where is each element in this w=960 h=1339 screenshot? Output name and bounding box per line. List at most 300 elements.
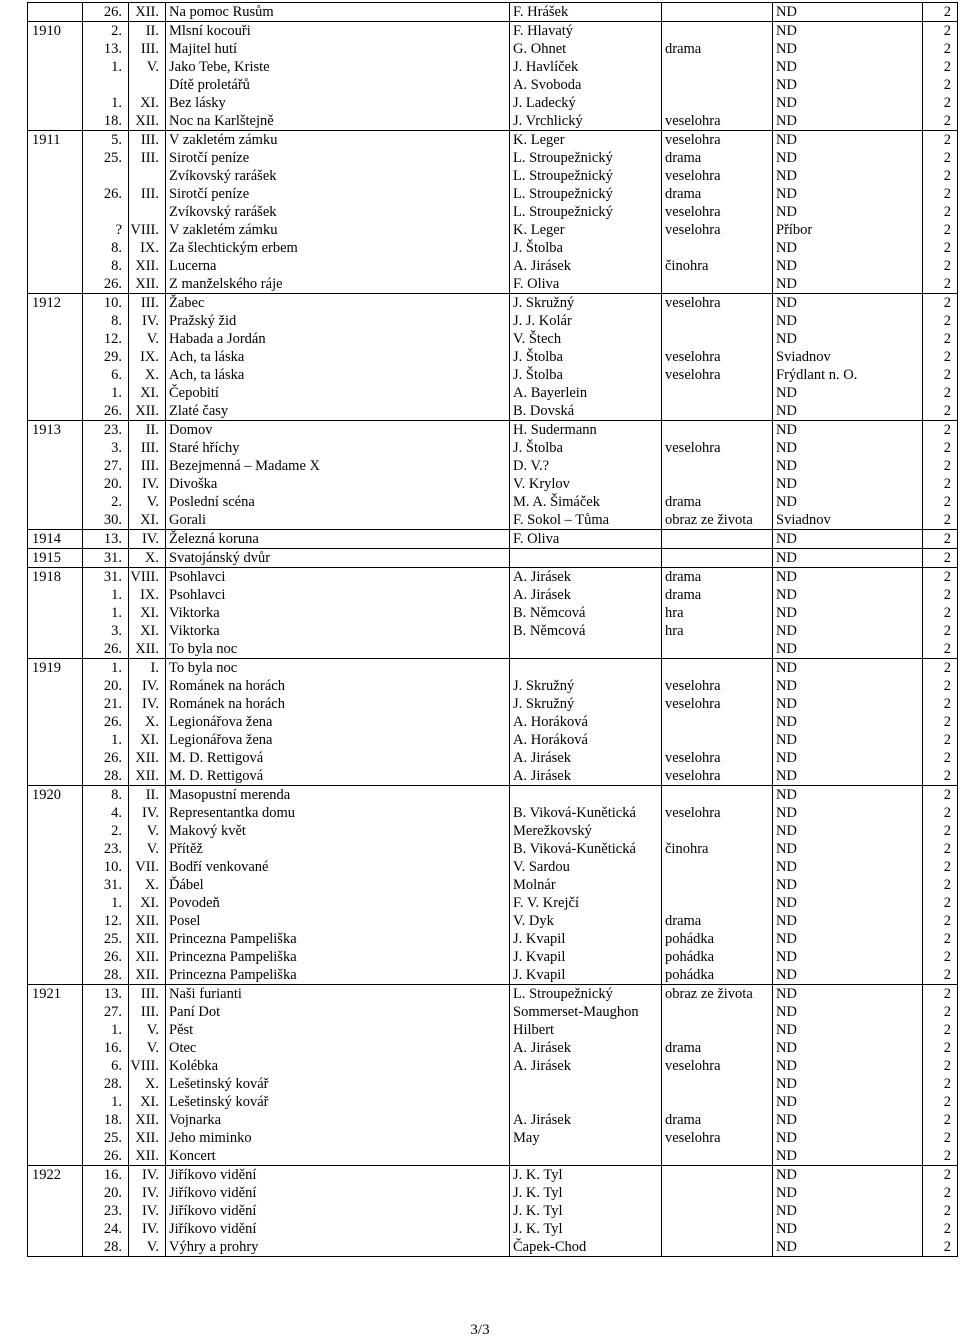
genre-cell: drama — [662, 149, 773, 167]
year-cell — [28, 1184, 83, 1202]
place-cell: ND — [773, 1021, 923, 1039]
genre-cell: veselohra — [662, 695, 773, 713]
author-cell: J. Ladecký — [510, 94, 662, 112]
genre-cell: drama — [662, 185, 773, 203]
table-row — [28, 930, 958, 948]
table-row — [28, 876, 958, 894]
place-cell: ND — [773, 713, 923, 731]
title-cell: Přítěž — [166, 840, 510, 858]
author-cell: F. Hrášek — [510, 3, 662, 22]
count-cell: 2 — [923, 840, 958, 858]
month-cell: IX. — [129, 348, 166, 366]
month-cell: II. — [129, 421, 166, 440]
year-cell — [28, 1220, 83, 1238]
genre-cell — [662, 384, 773, 402]
month-cell: V. — [129, 840, 166, 858]
day-cell: 31. — [83, 876, 129, 894]
genre-cell: drama — [662, 40, 773, 58]
year-cell — [28, 804, 83, 822]
day-cell: 10. — [83, 858, 129, 876]
title-cell: Bodří venkované — [166, 858, 510, 876]
author-cell: B. Viková-Kunětická — [510, 840, 662, 858]
place-cell: ND — [773, 822, 923, 840]
day-cell: 21. — [83, 695, 129, 713]
title-cell: M. D. Rettigová — [166, 767, 510, 786]
year-cell — [28, 439, 83, 457]
author-cell: J. Kvapil — [510, 948, 662, 966]
year-cell — [28, 912, 83, 930]
day-cell: 26. — [83, 185, 129, 203]
month-cell — [129, 203, 166, 221]
year-cell — [28, 876, 83, 894]
month-cell: XI. — [129, 894, 166, 912]
place-cell: ND — [773, 1039, 923, 1057]
day-cell: 26. — [83, 749, 129, 767]
title-cell: Otec — [166, 1039, 510, 1057]
place-cell: ND — [773, 966, 923, 985]
place-cell: ND — [773, 1184, 923, 1202]
performance-table — [27, 2, 958, 1257]
title-cell: Jiříkovo vidění — [166, 1202, 510, 1220]
genre-cell: veselohra — [662, 348, 773, 366]
place-cell: ND — [773, 858, 923, 876]
month-cell: II. — [129, 786, 166, 805]
place-cell: ND — [773, 1093, 923, 1111]
table-row — [28, 695, 958, 713]
month-cell: XII. — [129, 402, 166, 421]
year-cell — [28, 1238, 83, 1257]
count-cell: 2 — [923, 549, 958, 568]
place-cell: ND — [773, 549, 923, 568]
title-cell: Ďábel — [166, 876, 510, 894]
table-row — [28, 966, 958, 985]
year-cell — [28, 366, 83, 384]
author-cell: B. Dovská — [510, 402, 662, 421]
title-cell: Zlaté časy — [166, 402, 510, 421]
title-cell: Habada a Jordán — [166, 330, 510, 348]
month-cell: V. — [129, 58, 166, 76]
genre-cell — [662, 713, 773, 731]
day-cell: 20. — [83, 677, 129, 695]
month-cell: IV. — [129, 677, 166, 695]
count-cell: 2 — [923, 1003, 958, 1021]
count-cell: 2 — [923, 511, 958, 530]
year-cell — [28, 695, 83, 713]
year-cell — [28, 1147, 83, 1166]
place-cell: ND — [773, 1166, 923, 1185]
author-cell: V. Dyk — [510, 912, 662, 930]
year-cell — [28, 3, 83, 22]
year-cell — [28, 457, 83, 475]
month-cell: V. — [129, 493, 166, 511]
author-cell: J. J. Kolár — [510, 312, 662, 330]
table-row — [28, 1111, 958, 1129]
author-cell: J. Štolba — [510, 348, 662, 366]
author-cell: Čapek-Chod — [510, 1238, 662, 1257]
author-cell: J. K. Tyl — [510, 1184, 662, 1202]
day-cell: 8. — [83, 312, 129, 330]
count-cell: 2 — [923, 786, 958, 805]
author-cell: F. Oliva — [510, 275, 662, 294]
title-cell: Gorali — [166, 511, 510, 530]
month-cell: XII. — [129, 948, 166, 966]
place-cell: ND — [773, 167, 923, 185]
table-row — [28, 149, 958, 167]
author-cell: J. Kvapil — [510, 966, 662, 985]
title-cell: M. D. Rettigová — [166, 749, 510, 767]
title-cell: Žabec — [166, 294, 510, 313]
month-cell: III. — [129, 457, 166, 475]
month-cell: IV. — [129, 1220, 166, 1238]
genre-cell — [662, 76, 773, 94]
table-row — [28, 22, 958, 41]
title-cell: Princezna Pampeliška — [166, 930, 510, 948]
month-cell: XII. — [129, 275, 166, 294]
title-cell: Románek na horách — [166, 695, 510, 713]
genre-cell — [662, 1021, 773, 1039]
table-row — [28, 330, 958, 348]
table-row — [28, 1021, 958, 1039]
table-row — [28, 112, 958, 131]
day-cell: 20. — [83, 475, 129, 493]
place-cell: ND — [773, 876, 923, 894]
genre-cell: veselohra — [662, 804, 773, 822]
day-cell: 29. — [83, 348, 129, 366]
genre-cell: veselohra — [662, 1057, 773, 1075]
place-cell: ND — [773, 767, 923, 786]
title-cell: Koncert — [166, 1147, 510, 1166]
count-cell: 2 — [923, 475, 958, 493]
author-cell: L. Stroupežnický — [510, 185, 662, 203]
title-cell: Legionářova žena — [166, 713, 510, 731]
title-cell: Jiříkovo vidění — [166, 1166, 510, 1185]
genre-cell: drama — [662, 586, 773, 604]
month-cell — [129, 76, 166, 94]
table-row — [28, 402, 958, 421]
place-cell: ND — [773, 149, 923, 167]
day-cell: 26. — [83, 640, 129, 659]
author-cell: L. Stroupežnický — [510, 149, 662, 167]
author-cell: J. Havlíček — [510, 58, 662, 76]
genre-cell: veselohra — [662, 677, 773, 695]
title-cell: Staré hříchy — [166, 439, 510, 457]
day-cell: 25. — [83, 149, 129, 167]
author-cell — [510, 549, 662, 568]
year-cell — [28, 221, 83, 239]
day-cell: 26. — [83, 1147, 129, 1166]
day-cell: 28. — [83, 966, 129, 985]
table-row — [28, 312, 958, 330]
month-cell: III. — [129, 185, 166, 203]
title-cell: Bez lásky — [166, 94, 510, 112]
count-cell: 2 — [923, 530, 958, 549]
place-cell: Frýdlant n. O. — [773, 366, 923, 384]
day-cell: 12. — [83, 330, 129, 348]
year-cell — [28, 640, 83, 659]
place-cell: ND — [773, 94, 923, 112]
table-row — [28, 840, 958, 858]
title-cell: Kolébka — [166, 1057, 510, 1075]
title-cell: Na pomoc Rusům — [166, 3, 510, 22]
place-cell: ND — [773, 421, 923, 440]
year-cell — [28, 348, 83, 366]
author-cell: J. Vrchlický — [510, 112, 662, 131]
count-cell: 2 — [923, 804, 958, 822]
year-cell — [28, 203, 83, 221]
place-cell: ND — [773, 475, 923, 493]
day-cell: 4. — [83, 804, 129, 822]
genre-cell: drama — [662, 1039, 773, 1057]
genre-cell: veselohra — [662, 221, 773, 239]
title-cell: To byla noc — [166, 659, 510, 678]
author-cell — [510, 1093, 662, 1111]
table-row — [28, 822, 958, 840]
table-row — [28, 568, 958, 587]
author-cell: B. Viková-Kunětická — [510, 804, 662, 822]
table-row — [28, 167, 958, 185]
genre-cell: veselohra — [662, 1129, 773, 1147]
year-cell: 1915 — [28, 549, 83, 568]
count-cell: 2 — [923, 275, 958, 294]
title-cell: Lucerna — [166, 257, 510, 275]
place-cell: ND — [773, 948, 923, 966]
place-cell: ND — [773, 1003, 923, 1021]
title-cell: Jako Tebe, Kriste — [166, 58, 510, 76]
count-cell: 2 — [923, 221, 958, 239]
year-cell — [28, 1039, 83, 1057]
place-cell: ND — [773, 493, 923, 511]
year-cell: 1911 — [28, 131, 83, 150]
author-cell: Merežkovský — [510, 822, 662, 840]
place-cell: ND — [773, 894, 923, 912]
performance-table-container — [27, 2, 957, 1257]
count-cell: 2 — [923, 749, 958, 767]
year-cell — [28, 76, 83, 94]
month-cell: VIII. — [129, 1057, 166, 1075]
author-cell — [510, 659, 662, 678]
day-cell: 1. — [83, 58, 129, 76]
place-cell: ND — [773, 912, 923, 930]
place-cell: ND — [773, 312, 923, 330]
count-cell: 2 — [923, 348, 958, 366]
place-cell: ND — [773, 257, 923, 275]
author-cell: J. K. Tyl — [510, 1166, 662, 1185]
day-cell: 6. — [83, 1057, 129, 1075]
day-cell: 6. — [83, 366, 129, 384]
genre-cell — [662, 1075, 773, 1093]
year-cell — [28, 858, 83, 876]
month-cell: XII. — [129, 257, 166, 275]
month-cell: IV. — [129, 804, 166, 822]
table-row — [28, 894, 958, 912]
genre-cell: veselohra — [662, 749, 773, 767]
genre-cell — [662, 58, 773, 76]
author-cell: V. Krylov — [510, 475, 662, 493]
year-cell — [28, 930, 83, 948]
year-cell — [28, 257, 83, 275]
month-cell: XII. — [129, 112, 166, 131]
table-row — [28, 1147, 958, 1166]
genre-cell — [662, 3, 773, 22]
title-cell: Pěst — [166, 1021, 510, 1039]
year-cell — [28, 622, 83, 640]
genre-cell — [662, 1166, 773, 1185]
year-cell — [28, 185, 83, 203]
year-cell — [28, 475, 83, 493]
author-cell: A. Jirásek — [510, 586, 662, 604]
genre-cell — [662, 822, 773, 840]
place-cell: ND — [773, 439, 923, 457]
place-cell: ND — [773, 40, 923, 58]
year-cell — [28, 275, 83, 294]
place-cell: ND — [773, 330, 923, 348]
day-cell: 16. — [83, 1166, 129, 1185]
month-cell: III. — [129, 294, 166, 313]
count-cell: 2 — [923, 40, 958, 58]
month-cell — [129, 167, 166, 185]
table-row — [28, 731, 958, 749]
title-cell: Psohlavci — [166, 568, 510, 587]
month-cell: XII. — [129, 930, 166, 948]
day-cell: 8. — [83, 257, 129, 275]
genre-cell: drama — [662, 1111, 773, 1129]
year-cell — [28, 1057, 83, 1075]
month-cell: III. — [129, 149, 166, 167]
year-cell: 1922 — [28, 1166, 83, 1185]
title-cell: Posel — [166, 912, 510, 930]
title-cell: Jiříkovo vidění — [166, 1220, 510, 1238]
year-cell — [28, 312, 83, 330]
table-row — [28, 858, 958, 876]
place-cell: ND — [773, 275, 923, 294]
genre-cell — [662, 894, 773, 912]
month-cell: XI. — [129, 1093, 166, 1111]
month-cell: I. — [129, 659, 166, 678]
year-cell — [28, 840, 83, 858]
count-cell: 2 — [923, 3, 958, 22]
year-cell — [28, 1075, 83, 1093]
genre-cell — [662, 1003, 773, 1021]
year-cell — [28, 40, 83, 58]
genre-cell: obraz ze života — [662, 985, 773, 1004]
author-cell: A. Svoboda — [510, 76, 662, 94]
author-cell: J. Štolba — [510, 439, 662, 457]
count-cell: 2 — [923, 421, 958, 440]
author-cell: H. Sudermann — [510, 421, 662, 440]
author-cell: F. V. Krejčí — [510, 894, 662, 912]
genre-cell — [662, 1238, 773, 1257]
month-cell: X. — [129, 876, 166, 894]
count-cell: 2 — [923, 1129, 958, 1147]
table-row — [28, 530, 958, 549]
year-cell: 1912 — [28, 294, 83, 313]
author-cell: Hilbert — [510, 1021, 662, 1039]
month-cell: III. — [129, 131, 166, 150]
day-cell: 1. — [83, 1021, 129, 1039]
year-cell: 1919 — [28, 659, 83, 678]
genre-cell: veselohra — [662, 131, 773, 150]
day-cell: 1. — [83, 586, 129, 604]
performance-table-body — [28, 3, 958, 1257]
day-cell — [83, 167, 129, 185]
title-cell: Ach, ta láska — [166, 366, 510, 384]
table-row — [28, 457, 958, 475]
genre-cell: veselohra — [662, 203, 773, 221]
count-cell: 2 — [923, 493, 958, 511]
genre-cell: pohádka — [662, 930, 773, 948]
year-cell — [28, 511, 83, 530]
count-cell: 2 — [923, 239, 958, 257]
genre-cell — [662, 275, 773, 294]
table-row — [28, 275, 958, 294]
count-cell: 2 — [923, 1021, 958, 1039]
table-row — [28, 384, 958, 402]
day-cell: 27. — [83, 457, 129, 475]
year-cell — [28, 402, 83, 421]
table-row — [28, 348, 958, 366]
count-cell: 2 — [923, 586, 958, 604]
year-cell: 1918 — [28, 568, 83, 587]
table-row — [28, 366, 958, 384]
year-cell: 1910 — [28, 22, 83, 41]
place-cell: ND — [773, 530, 923, 549]
place-cell: ND — [773, 804, 923, 822]
genre-cell — [662, 876, 773, 894]
count-cell: 2 — [923, 257, 958, 275]
month-cell: XII. — [129, 1111, 166, 1129]
title-cell: Princezna Pampeliška — [166, 948, 510, 966]
day-cell: ? — [83, 221, 129, 239]
place-cell: ND — [773, 58, 923, 76]
count-cell: 2 — [923, 1057, 958, 1075]
place-cell: ND — [773, 1075, 923, 1093]
year-cell — [28, 94, 83, 112]
month-cell: XI. — [129, 94, 166, 112]
day-cell: 1. — [83, 384, 129, 402]
count-cell: 2 — [923, 822, 958, 840]
month-cell: XI. — [129, 604, 166, 622]
place-cell: ND — [773, 294, 923, 313]
genre-cell — [662, 1147, 773, 1166]
month-cell: IV. — [129, 475, 166, 493]
count-cell: 2 — [923, 640, 958, 659]
genre-cell: pohádka — [662, 966, 773, 985]
title-cell: Zvíkovský rarášek — [166, 167, 510, 185]
year-cell — [28, 749, 83, 767]
table-row — [28, 767, 958, 786]
title-cell: Pražský žid — [166, 312, 510, 330]
place-cell: ND — [773, 749, 923, 767]
month-cell: IV. — [129, 1184, 166, 1202]
count-cell: 2 — [923, 677, 958, 695]
author-cell: A. Jirásek — [510, 1039, 662, 1057]
place-cell: ND — [773, 1202, 923, 1220]
title-cell: Zvíkovský rarášek — [166, 203, 510, 221]
table-row — [28, 1003, 958, 1021]
day-cell: 26. — [83, 402, 129, 421]
genre-cell — [662, 1202, 773, 1220]
author-cell — [510, 640, 662, 659]
genre-cell — [662, 530, 773, 549]
place-cell: ND — [773, 22, 923, 41]
title-cell: Z manželského ráje — [166, 275, 510, 294]
title-cell: Viktorka — [166, 604, 510, 622]
day-cell — [83, 203, 129, 221]
count-cell: 2 — [923, 604, 958, 622]
month-cell: IV. — [129, 1202, 166, 1220]
month-cell: IV. — [129, 312, 166, 330]
year-cell — [28, 149, 83, 167]
